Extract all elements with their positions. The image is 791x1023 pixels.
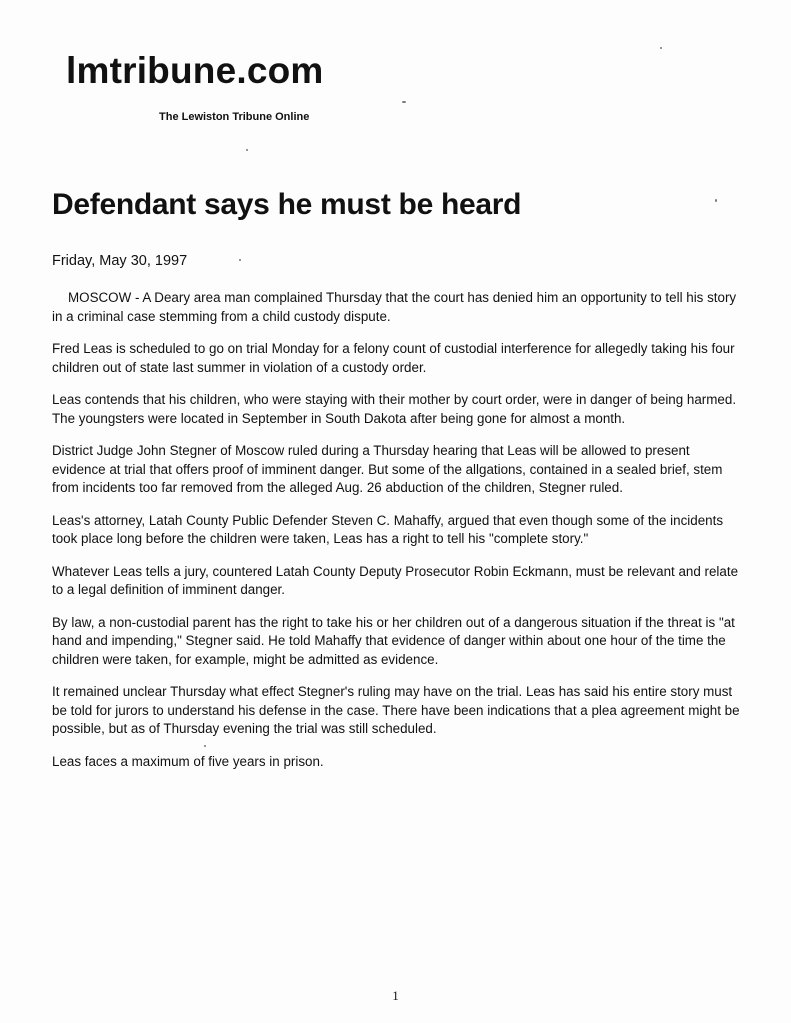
article-headline: Defendant says he must be heard [52,188,522,221]
scan-speck [660,47,662,49]
scan-speck [204,745,206,747]
article-paragraph: By law, a non-custodial parent has the right to take his or her children out of a dangerous situation if the threat is "at hand and impending," Stegner said. He told Mahaffy that evidence of danger within about one hour of the time the children were taken, for example, might be admitted as evidence. [52,614,735,667]
article-paragraph: Leas contends that his children, who were staying with their mother by court order, were in danger of being harmed. The youngsters were located in September in South Dakota after being gone for almost a month. [52,392,737,426]
page-number: 1 [392,988,399,1003]
scan-speck [246,149,248,151]
site-tagline: The Lewiston Tribune Online [159,111,310,123]
article-paragraph: District Judge John Stegner of Moscow ruled during a Thursday hearing that Leas will be allowed to present evidence at trial that offers proof of imminent danger. But some of the allgations, contained in a sealed brief, stem from incidents too far removed from the alleged Aug. 26 abduction of the children, Stegner ruled. [52,443,723,495]
scan-speck [715,199,717,202]
article-date: Friday, May 30, 1997 [52,253,188,269]
scan-speck [239,259,241,261]
article-paragraph: Fred Leas is scheduled to go on trial Monday for a felony count of custodial interference for allegedly taking his four children out of state last summer in violation of a custody order. [52,341,735,375]
article-paragraph: It remained unclear Thursday what effect Stegner's ruling may have on the trial. Leas has said his entire story must be told for jurors to understand his defense in the case. There have been indications that a plea agreement might be possible, but as of Thursday evening the trial was still scheduled. [52,684,740,736]
article-body [52,289,742,785]
article-paragraph: MOSCOW - A Deary area man complained Thursday that the court has denied him an opportunity to tell his story in a criminal case stemming from a child custody dispute. [52,290,737,324]
article-paragraph: Leas's attorney, Latah County Public Defender Steven C. Mahaffy, argued that even though some of the incidents took place long before the children were taken, Leas has a right to tell his "complete story." [52,512,724,546]
article-paragraph: Whatever Leas tells a jury, countered Latah County Deputy Prosecutor Robin Eckmann, must be relevant and relate to a legal definition of imminent danger. [52,563,739,597]
scan-speck [402,101,406,103]
article-paragraph: Leas faces a maximum of five years in prison. [52,753,324,769]
site-name: lmtribune.com [66,50,324,91]
